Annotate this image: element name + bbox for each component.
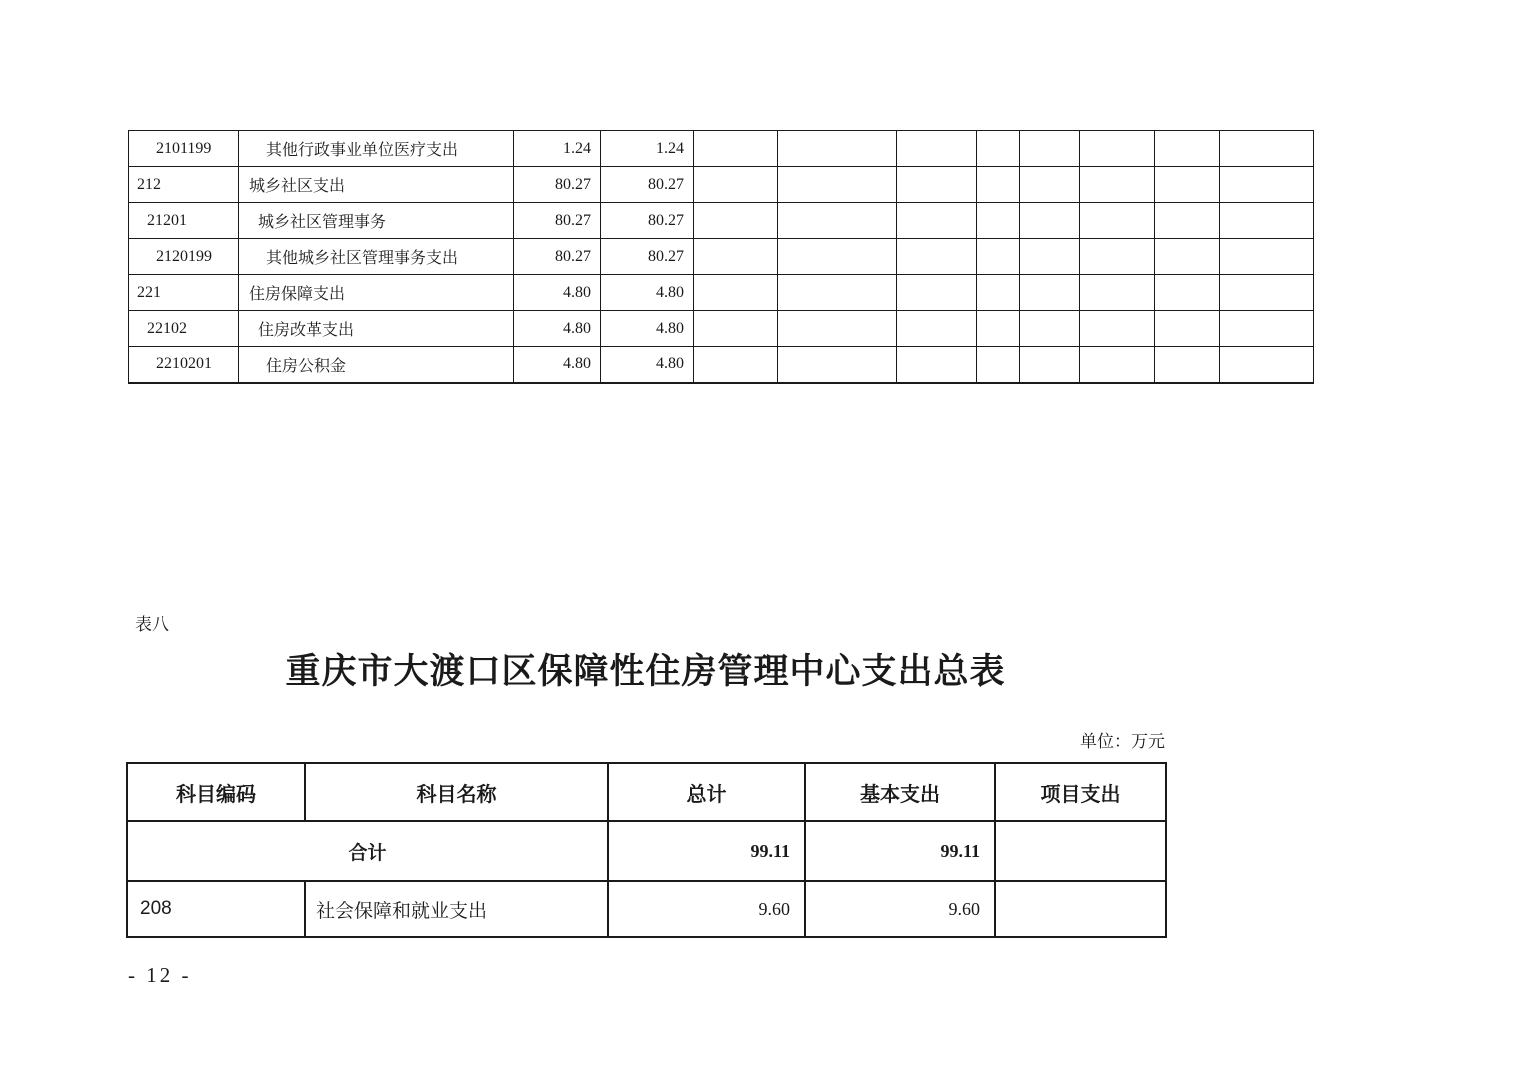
empty-cell xyxy=(1020,131,1080,167)
empty-cell xyxy=(1020,347,1080,383)
empty-cell xyxy=(1220,203,1314,239)
budget-detail-table xyxy=(128,130,1314,384)
empty-cell xyxy=(1155,203,1220,239)
code-cell: 208 xyxy=(127,881,305,937)
total-cell: 80.27 xyxy=(514,239,601,275)
code-cell: 212 xyxy=(129,167,239,203)
empty-cell xyxy=(778,275,897,311)
total-cell: 80.27 xyxy=(514,203,601,239)
empty-cell xyxy=(897,311,977,347)
unit-note: 单位：万元 xyxy=(1080,732,1165,751)
empty-cell xyxy=(694,311,778,347)
page-title: 重庆市大渡口区保障性住房管理中心支出总表 xyxy=(285,652,1006,691)
expenditure-summary-table xyxy=(126,762,1167,938)
empty-cell xyxy=(1020,203,1080,239)
total-cell: 4.80 xyxy=(514,347,601,383)
total-cell: 4.80 xyxy=(514,311,601,347)
basic-cell: 9.60 xyxy=(805,881,995,937)
empty-cell xyxy=(1220,311,1314,347)
code-cell: 2101199 xyxy=(129,131,239,167)
header-project-expenditure: 项目支出 xyxy=(995,763,1166,821)
total-cell: 4.80 xyxy=(514,275,601,311)
total-label-cell: 合计 xyxy=(127,821,608,881)
basic-cell: 4.80 xyxy=(601,275,694,311)
empty-cell xyxy=(778,203,897,239)
table-row xyxy=(129,131,1314,167)
table-row xyxy=(129,239,1314,275)
empty-cell xyxy=(694,239,778,275)
name-cell: 其他城乡社区管理事务支出 xyxy=(239,239,514,275)
table-row xyxy=(127,881,1166,937)
table-row xyxy=(129,167,1314,203)
empty-cell xyxy=(1080,131,1155,167)
basic-cell: 4.80 xyxy=(601,311,694,347)
empty-cell xyxy=(897,167,977,203)
empty-cell xyxy=(977,239,1020,275)
header-subject-name: 科目名称 xyxy=(305,763,608,821)
empty-cell xyxy=(897,275,977,311)
empty-cell xyxy=(1220,131,1314,167)
empty-cell xyxy=(977,167,1020,203)
empty-cell xyxy=(1020,167,1080,203)
name-cell: 其他行政事业单位医疗支出 xyxy=(239,131,514,167)
empty-cell xyxy=(1155,311,1220,347)
empty-cell xyxy=(1020,239,1080,275)
basic-cell: 99.11 xyxy=(805,821,995,881)
empty-cell xyxy=(1080,239,1155,275)
empty-cell xyxy=(1220,167,1314,203)
table-number-label: 表八 xyxy=(135,615,169,634)
code-cell: 2210201 xyxy=(129,347,239,383)
table-row xyxy=(129,275,1314,311)
empty-cell xyxy=(1155,275,1220,311)
empty-cell xyxy=(1020,275,1080,311)
empty-cell xyxy=(694,203,778,239)
basic-cell: 80.27 xyxy=(601,167,694,203)
name-cell: 城乡社区管理事务 xyxy=(239,203,514,239)
empty-cell xyxy=(897,239,977,275)
header-total: 总计 xyxy=(608,763,805,821)
basic-cell: 4.80 xyxy=(601,347,694,383)
table-row xyxy=(129,311,1314,347)
total-cell: 1.24 xyxy=(514,131,601,167)
empty-cell xyxy=(1220,275,1314,311)
empty-cell xyxy=(694,347,778,383)
empty-cell xyxy=(977,131,1020,167)
table-row xyxy=(129,203,1314,239)
empty-cell xyxy=(1020,311,1080,347)
basic-cell: 80.27 xyxy=(601,203,694,239)
total-cell: 9.60 xyxy=(608,881,805,937)
empty-cell xyxy=(1080,167,1155,203)
empty-cell xyxy=(1080,311,1155,347)
empty-cell xyxy=(977,311,1020,347)
code-cell: 2120199 xyxy=(129,239,239,275)
empty-cell xyxy=(1080,203,1155,239)
empty-cell xyxy=(778,239,897,275)
empty-cell xyxy=(1155,131,1220,167)
empty-cell xyxy=(778,167,897,203)
empty-cell xyxy=(1155,347,1220,383)
empty-cell xyxy=(694,167,778,203)
name-cell: 住房保障支出 xyxy=(239,275,514,311)
empty-cell xyxy=(897,131,977,167)
empty-cell xyxy=(977,347,1020,383)
basic-cell: 1.24 xyxy=(601,131,694,167)
header-basic-expenditure: 基本支出 xyxy=(805,763,995,821)
table-header-row xyxy=(127,763,1166,821)
total-row xyxy=(127,821,1166,881)
page-number: - 12 - xyxy=(128,963,192,987)
name-cell: 社会保障和就业支出 xyxy=(305,881,608,937)
empty-cell xyxy=(1155,239,1220,275)
empty-cell xyxy=(1220,239,1314,275)
total-cell: 80.27 xyxy=(514,167,601,203)
empty-cell xyxy=(778,347,897,383)
basic-cell: 80.27 xyxy=(601,239,694,275)
table-row xyxy=(129,347,1314,383)
code-cell: 22102 xyxy=(129,311,239,347)
empty-cell xyxy=(897,347,977,383)
empty-cell xyxy=(977,275,1020,311)
empty-cell xyxy=(1080,347,1155,383)
empty-cell xyxy=(1220,347,1314,383)
empty-cell xyxy=(694,131,778,167)
empty-cell xyxy=(778,131,897,167)
empty-cell xyxy=(977,203,1020,239)
code-cell: 221 xyxy=(129,275,239,311)
empty-cell xyxy=(778,311,897,347)
empty-cell xyxy=(897,203,977,239)
name-cell: 住房改革支出 xyxy=(239,311,514,347)
name-cell: 住房公积金 xyxy=(239,347,514,383)
code-cell: 21201 xyxy=(129,203,239,239)
header-subject-code: 科目编码 xyxy=(127,763,305,821)
project-cell xyxy=(995,881,1166,937)
empty-cell xyxy=(1080,275,1155,311)
empty-cell xyxy=(694,275,778,311)
empty-cell xyxy=(1155,167,1220,203)
project-cell xyxy=(995,821,1166,881)
name-cell: 城乡社区支出 xyxy=(239,167,514,203)
total-cell: 99.11 xyxy=(608,821,805,881)
